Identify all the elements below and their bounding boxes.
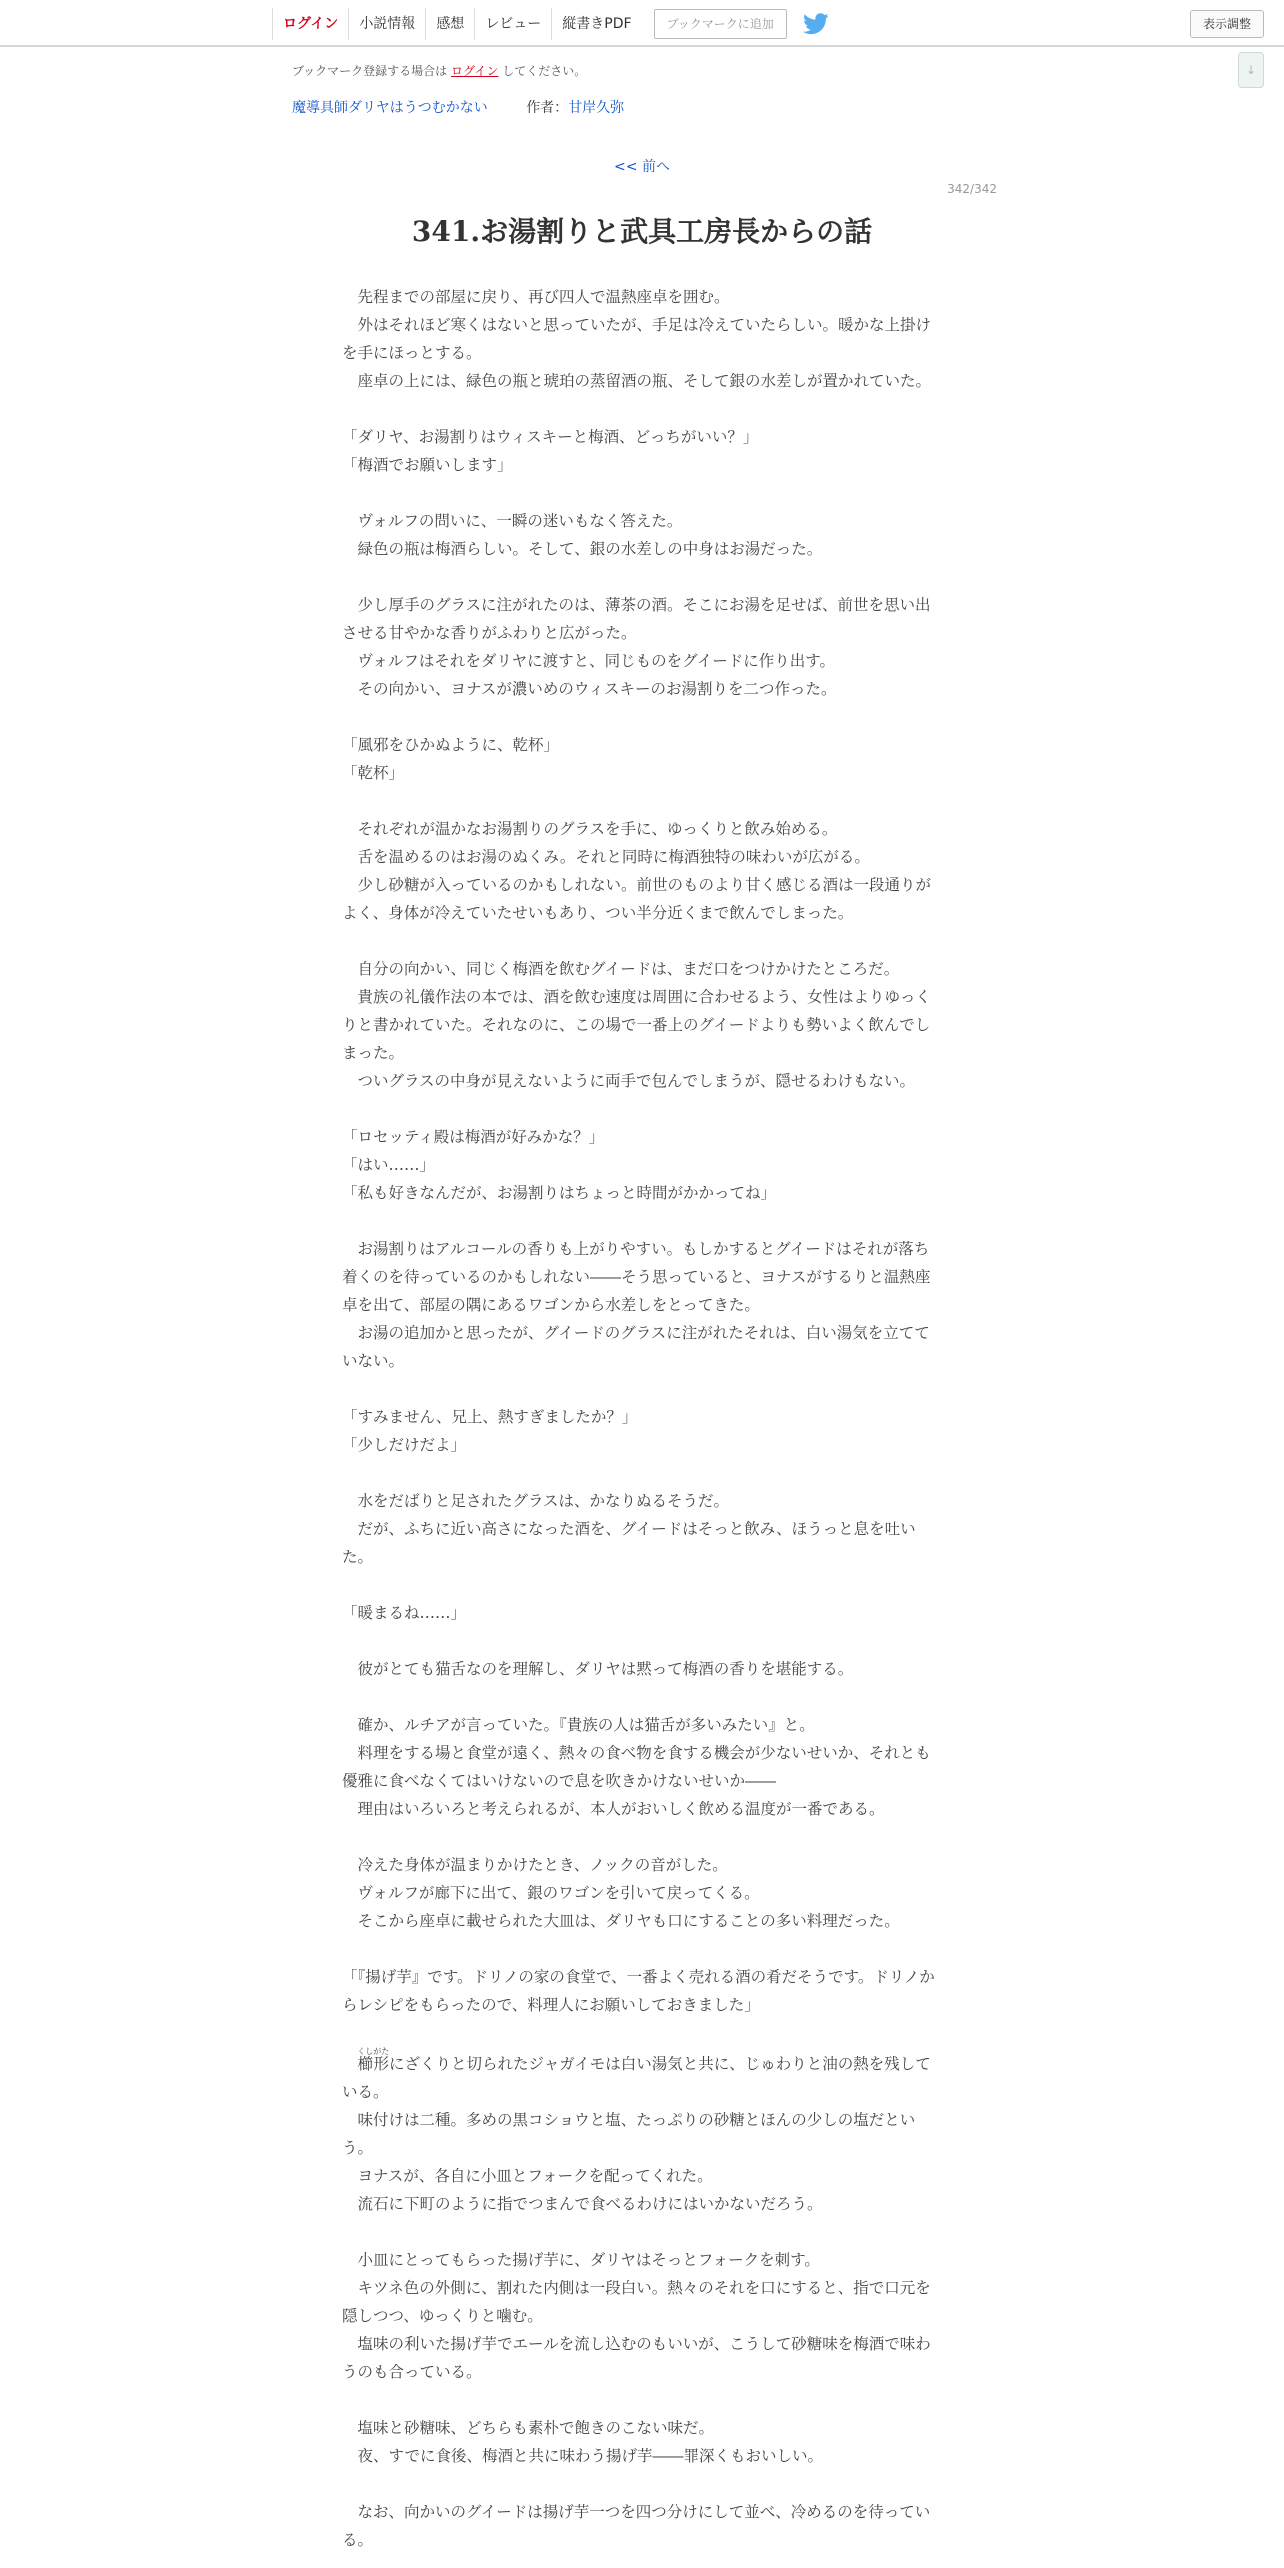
chapter-counter: 342/342: [947, 182, 997, 196]
blank-line: [342, 927, 936, 955]
blank-line: [342, 1375, 936, 1403]
body-paragraph: キツネ色の外側に、割れた内側は一段白い。熱々のそれを口にすると、指で口元を隠しつつ、ゆっくりと噛む。: [342, 2279, 931, 2325]
blank-line: [342, 787, 936, 815]
scroll-down-button[interactable]: ↓: [1238, 52, 1264, 88]
prev-chapter-link[interactable]: << 前へ: [614, 159, 670, 175]
body-paragraph: 「ダリヤ、お湯割りはウィスキーと梅酒、どっちがいい？」: [342, 428, 759, 446]
blank-line: [342, 1627, 936, 1655]
body-paragraph: 「私も好きなんだが、お湯割りはちょっと時間がかかってね」: [342, 1184, 777, 1202]
body-paragraph: 「乾杯」: [342, 764, 405, 782]
body-paragraph: 「風邪をひかぬように、乾杯」: [342, 736, 560, 754]
bookmark-login-note: [292, 62, 586, 79]
twitter-bird-icon[interactable]: [803, 13, 829, 35]
body-paragraph: 夜、すでに食後、梅酒と共に味わう揚げ芋――罪深くもおいしい。: [342, 2447, 823, 2465]
login-link[interactable]: ログイン: [272, 8, 348, 40]
impressions-link[interactable]: 感想: [425, 8, 474, 40]
login-note-after: してください。: [502, 64, 587, 78]
blank-line: [342, 1459, 936, 1487]
blank-line: [342, 1935, 936, 1963]
body-paragraph: 外はそれほど寒くはないと思っていたが、手足は冷えていたらしい。暖かな上掛けを手にほっとする。: [342, 316, 932, 362]
body-paragraph: それぞれが温かなお湯割りのグラスを手に、ゆっくりと飲み始める。: [342, 820, 838, 838]
blank-line: [342, 2386, 936, 2414]
body-paragraph: 小皿にとってもらった揚げ芋に、ダリヤはそっとフォークを刺す。: [342, 2251, 820, 2269]
ruby-word: 櫛形くしがた: [357, 2047, 390, 2073]
body-paragraph: 水をだばりと足されたグラスは、かなりぬるそうだ。: [342, 1492, 730, 1510]
body-paragraph: 確か、ルチアが言っていた。『貴族の人は猫舌が多いみたい』と。: [342, 1716, 815, 1734]
body-paragraph: 「すみません、兄上、熱すぎましたか？」: [342, 1408, 638, 1426]
body-paragraph: 「『揚げ芋』です。ドリノの家の食堂で、一番よく売れる酒の肴だそうです。ドリノからレシピをもらったので、料理人にお願いしておきました」: [342, 1968, 935, 2014]
body-paragraph: ヴォルフの問いに、一瞬の迷いもなく答えた。: [342, 512, 683, 530]
login-note-before: ブックマーク登録する場合は: [292, 64, 448, 78]
body-paragraph: 自分の向かい、同じく梅酒を飲むグイードは、まだ口をつけかけたところだ。: [342, 960, 900, 978]
blank-line: [342, 479, 936, 507]
author-label: 作者：: [526, 100, 569, 116]
blank-line: [342, 1207, 936, 1235]
body-paragraph: ヴォルフはそれをダリヤに渡すと、同じものをグイードに作り出す。: [342, 652, 836, 670]
body-paragraph: 舌を温めるのはお湯のぬくみ。それと同時に梅酒独特の味わいが広がる。: [342, 848, 870, 866]
body-paragraph: 「ロセッティ殿は梅酒が好みかな？」: [342, 1128, 605, 1146]
body-paragraph: 少し厚手のグラスに注がれたのは、薄茶の酒。そこにお湯を足せば、前世を思い出させる甘やかな香りがふわりと広がった。: [342, 596, 931, 642]
body-paragraph: 「はい……」: [342, 1156, 436, 1174]
body-paragraph: 塩味と砂糖味、どちらも素朴で飽きのこない味だ。: [342, 2419, 715, 2437]
header-nav: [272, 8, 829, 40]
chapter-title: 341.お湯割りと武具工房長からの話: [411, 215, 873, 248]
body-paragraph: 先程までの部屋に戻り、再び四人で温熱座卓を囲む。: [342, 288, 730, 306]
blank-line: [342, 703, 936, 731]
blank-line: [342, 395, 936, 423]
novel-meta: [292, 97, 624, 117]
author-link[interactable]: 甘岸久弥: [568, 100, 625, 116]
body-paragraph: お湯割りはアルコールの香りも上がりやすい。もしかするとグイードはそれが落ち着くのを待っているのかもしれない――そう思っていると、ヨナスがするりと温熱座卓を出て、部屋の隅にあるワゴンから水差しをとってきた。: [342, 1240, 931, 1314]
chapter-body: [342, 283, 936, 2554]
blank-line: [342, 563, 936, 591]
top-navigation-bar: [0, 0, 1284, 47]
body-paragraph: なお、向かいのグイードは揚げ芋一つを四つ分けにして並べ、冷めるのを待っている。: [342, 2503, 931, 2549]
add-bookmark-button[interactable]: ブックマークに追加: [654, 9, 787, 39]
login-note-link[interactable]: ログイン: [451, 64, 499, 78]
blank-line: [342, 1683, 936, 1711]
body-paragraph: 味付けは二種。多めの黒コショウと塩、たっぷりの砂糖とほんの少しの塩だという。: [342, 2111, 916, 2157]
body-paragraph: 「少しだけだよ」: [342, 1436, 467, 1454]
blank-line: [342, 2470, 936, 2498]
body-paragraph: だが、ふちに近い高さになった酒を、グイードはそっと飲み、ほうっと息を吐いた。: [342, 1520, 916, 1566]
body-paragraph: 少し砂糖が入っているのかもしれない。前世のものより甘く感じる酒は一段通りがよく、身体が冷えていたせいもあり、つい半分近くまで飲んでしまった。: [342, 876, 932, 922]
blank-line: [342, 1823, 936, 1851]
vertical-pdf-link[interactable]: 縦書きPDF: [551, 8, 641, 40]
body-paragraph: そこから座卓に載せられた大皿は、ダリヤも口にすることの多い料理だった。: [342, 1912, 900, 1930]
body-paragraph: 「梅酒でお願いします」: [342, 456, 513, 474]
body-paragraph: その向かい、ヨナスが濃いめのウィスキーのお湯割りを二つ作った。: [342, 680, 837, 698]
body-paragraph: 料理をする場と食堂が遠く、熱々の食べ物を食する機会が少ないせいか、それとも優雅に食べなくてはいけないので息を吹きかけないせいか――: [342, 1744, 931, 1790]
body-paragraph: ヴォルフが廊下に出て、銀のワゴンを引いて戻ってくる。: [342, 1884, 760, 1902]
body-paragraph: 櫛形くしがたにざくりと切られたジャガイモは白い湯気と共に、じゅわりと油の熱を残している。: [342, 2047, 931, 2101]
body-paragraph: 貴族の礼儀作法の本では、酒を飲む速度は周囲に合わせるよう、女性はよりゆっくりと書かれていた。それなのに、この場で一番上のグイードよりも勢いよく飲んでしまった。: [342, 988, 931, 1062]
novel-title-link[interactable]: 魔導具師ダリヤはうつむかない: [292, 100, 488, 116]
blank-line: [342, 2218, 936, 2246]
blank-line: [342, 1571, 936, 1599]
body-paragraph: 緑色の瓶は梅酒らしい。そして、銀の水差しの中身はお湯だった。: [342, 540, 823, 558]
review-link[interactable]: レビュー: [474, 8, 551, 40]
body-paragraph: 彼がとても猫舌なのを理解し、ダリヤは黙って梅酒の香りを堪能する。: [342, 1660, 854, 1678]
body-paragraph: ヨナスが、各自に小皿とフォークを配ってくれた。: [342, 2167, 713, 2185]
body-paragraph: 「暖まるね……」: [342, 1604, 467, 1622]
body-paragraph: 座卓の上には、緑色の瓶と琥珀の蒸留酒の瓶、そして銀の水差しが置かれていた。: [342, 372, 932, 390]
body-paragraph: 塩味の利いた揚げ芋でエールを流し込むのもいいが、こうして砂糖味を梅酒で味わうのも合っている。: [342, 2335, 931, 2381]
body-paragraph: お湯の追加かと思ったが、グイードのグラスに注がれたそれは、白い湯気を立てていない。: [342, 1324, 930, 1370]
body-paragraph: ついグラスの中身が見えないように両手で包んでしまうが、隠せるわけもない。: [342, 1072, 916, 1090]
display-settings-button[interactable]: 表示調整: [1190, 10, 1264, 38]
body-paragraph: 理由はいろいろと考えられるが、本人がおいしく飲める温度が一番である。: [342, 1800, 885, 1818]
body-paragraph: 流石に下町のように指でつまんで食べるわけにはいかないだろう。: [342, 2195, 823, 2213]
novel-info-link[interactable]: 小説情報: [348, 8, 425, 40]
body-paragraph: 冷えた身体が温まりかけたとき、ノックの音がした。: [342, 1856, 728, 1874]
blank-line: [342, 2019, 936, 2047]
ruby-reading: くしがた: [357, 2047, 390, 2056]
blank-line: [342, 1095, 936, 1123]
